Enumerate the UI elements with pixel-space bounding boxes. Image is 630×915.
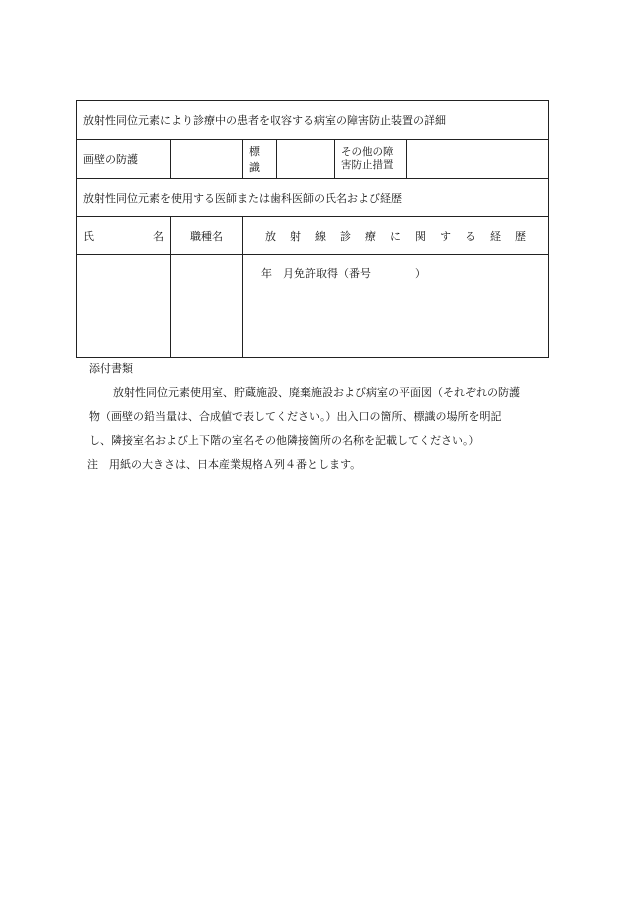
career-header-char: 関 bbox=[415, 229, 426, 243]
other-measures-label bbox=[335, 140, 407, 179]
career-header-char: す bbox=[440, 229, 451, 243]
career-header-char: 診 bbox=[340, 229, 351, 243]
license-date-text: 年 月免許取得（番号 ） bbox=[261, 267, 426, 280]
application-form-table bbox=[76, 100, 549, 358]
career-header-char: る bbox=[465, 229, 476, 243]
career-header-char: 放 bbox=[265, 229, 276, 243]
wall-protection-field[interactable] bbox=[171, 140, 243, 179]
career-header-chars bbox=[249, 228, 542, 244]
wall-protection-label: 画壁の防護 bbox=[77, 140, 171, 179]
sign-label: 標識 bbox=[243, 140, 277, 179]
career-header bbox=[243, 217, 549, 255]
doctor-section-title: 放射性同位元素を使用する医師または歯科医師の氏名および経歴 bbox=[77, 179, 549, 217]
career-header-char: 歴 bbox=[515, 229, 526, 243]
sign-field[interactable] bbox=[277, 140, 335, 179]
name-header-char1: 氏 bbox=[83, 229, 94, 243]
job-type-field[interactable] bbox=[171, 255, 243, 358]
career-header-char: 療 bbox=[365, 229, 376, 243]
attachments-heading: 添付書類 bbox=[89, 362, 133, 375]
name-field[interactable] bbox=[77, 255, 171, 358]
other-measures-label-line1: その他の障 bbox=[341, 146, 394, 158]
other-measures-field[interactable] bbox=[407, 140, 549, 179]
career-header-char: に bbox=[390, 229, 401, 243]
name-header-char2: 名 bbox=[153, 229, 164, 243]
paper-size-note: 注 用紙の大きさは、日本産業規格Ａ列４番とします。 bbox=[87, 458, 362, 471]
job-type-header: 職種名 bbox=[171, 217, 243, 255]
career-header-char: 経 bbox=[490, 229, 501, 243]
career-field[interactable] bbox=[243, 255, 549, 358]
other-measures-label-line2: 害防止措置 bbox=[341, 159, 394, 171]
career-header-char: 線 bbox=[315, 229, 326, 243]
shielding-details-title: 放射性同位元素により診療中の患者を収容する病室の障害防止装置の詳細 bbox=[77, 101, 549, 140]
career-header-char: 射 bbox=[290, 229, 301, 243]
name-header bbox=[77, 217, 171, 255]
attachments-body-line2: 物（画壁の鉛当量は、合成値で表してください。）出入口の箇所、標識の場所を明記 bbox=[89, 410, 502, 423]
attachments-section bbox=[89, 357, 549, 477]
attachments-body-line3: し、隣接室名および上下階の室名その他隣接箇所の名称を記載してください。） bbox=[89, 434, 480, 447]
attachments-body-line1: 放射性同位元素使用室、貯蔵施設、廃棄施設および病室の平面図（それぞれの防護 bbox=[113, 386, 520, 399]
